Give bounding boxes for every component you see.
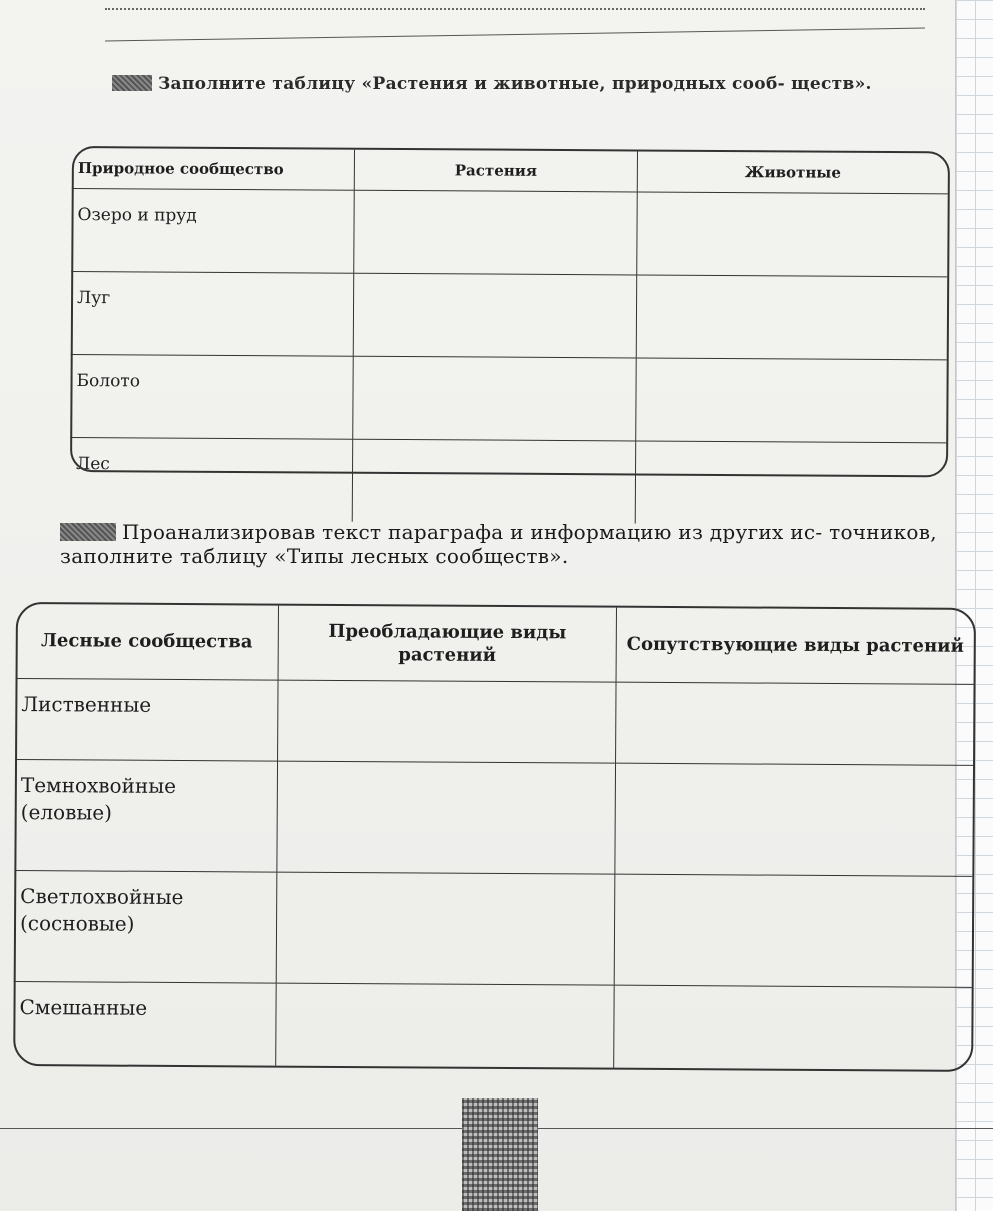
t1-cell-animals[interactable] xyxy=(637,192,948,277)
t1-cell-plants[interactable] xyxy=(354,190,638,275)
t1-cell-animals[interactable] xyxy=(636,358,947,443)
t2-row-label: Лиственные xyxy=(15,678,278,761)
t1-cell-plants[interactable] xyxy=(353,273,637,358)
t1-row-label: Болото xyxy=(70,354,353,439)
table-plants-animals xyxy=(70,148,948,525)
t1-row-label: Озеро и пруд xyxy=(71,188,354,273)
task-marker-icon xyxy=(112,75,152,91)
t2-cell-dominant[interactable] xyxy=(278,680,616,763)
top-dotted-rule xyxy=(105,8,925,10)
t1-header-plants: Растения xyxy=(354,150,637,192)
t1-cell-plants[interactable] xyxy=(352,439,635,523)
t2-cell-companion[interactable] xyxy=(615,763,973,876)
t2-cell-companion[interactable] xyxy=(614,985,972,1070)
t1-header-animals: Животные xyxy=(637,151,948,193)
t1-cell-animals[interactable] xyxy=(636,275,947,360)
t2-row-label: Светлохвойные (сосновые) xyxy=(14,870,277,983)
t2-row-label: Смешанные xyxy=(13,981,276,1065)
task2-heading xyxy=(60,520,960,568)
task1-heading xyxy=(112,74,927,94)
t2-header-dominant: Преобладающие виды растений xyxy=(278,606,616,683)
t1-row-label: Лес xyxy=(70,437,353,521)
t2-row-label: Темнохвойные (еловые) xyxy=(14,759,277,872)
t1-cell-plants[interactable] xyxy=(353,356,637,441)
t2-header-forest: Лесные сообщества xyxy=(16,604,279,680)
task2-heading-text: Проанализировав текст параграфа и информацию из других ис- точников, заполните таблицу «Типы лесных сообществ». xyxy=(60,520,937,568)
qr-code xyxy=(462,1098,538,1211)
t1-cell-animals[interactable] xyxy=(635,441,946,525)
task1-heading-text: Заполните таблицу «Растения и животные, природных сооб- ществ». xyxy=(158,74,872,94)
task-marker-icon xyxy=(60,523,116,541)
t2-cell-dominant[interactable] xyxy=(277,761,616,874)
t2-cell-dominant[interactable] xyxy=(276,872,615,985)
t2-cell-companion[interactable] xyxy=(616,682,974,765)
t2-cell-companion[interactable] xyxy=(614,874,972,987)
t2-cell-dominant[interactable] xyxy=(276,983,614,1068)
table-forest-types xyxy=(13,604,974,1070)
t1-row-label: Луг xyxy=(71,271,354,356)
t1-header-community: Природное сообщество xyxy=(72,148,355,190)
t2-header-companion: Сопутствующие виды растений xyxy=(616,608,974,685)
